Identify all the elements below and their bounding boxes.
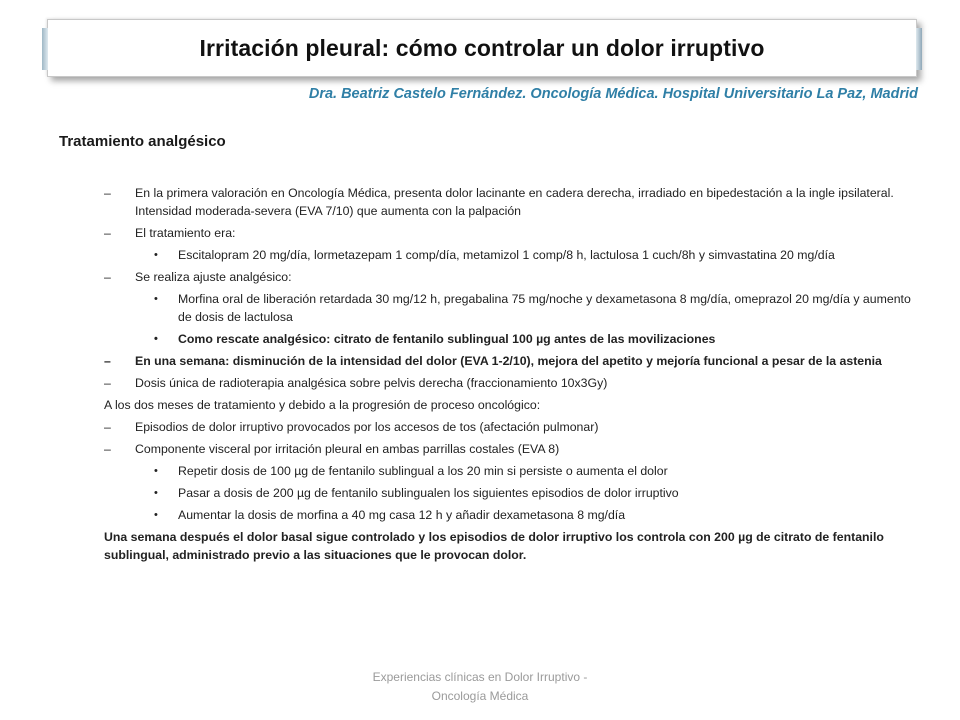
footer-line: Oncología Médica	[431, 689, 529, 703]
list-item	[104, 224, 919, 242]
list-item-text: Morfina oral de liberación retardada 30 mg/12 h, pregabalina 75 mg/noche y dexametasona 8 mg/día, omeprazol 20 mg/día y aumento de dosis de lactulosa	[178, 292, 911, 324]
list-item-text: Dosis única de radioterapia analgésica sobre pelvis derecha (fraccionamiento 10x3Gy)	[135, 376, 608, 390]
list-item-text: Aumentar la dosis de morfina a 40 mg casa 12 h y añadir dexametasona 8 mg/día	[178, 508, 626, 522]
list-item-text: En una semana: disminución de la intensidad del dolor (EVA 1-2/10), mejora del apetito y mejoría funcional a pesar de la astenia	[135, 354, 882, 368]
list-item-text: En la primera valoración en Oncología Médica, presenta dolor lacinante en cadera derecha, irradiado en bipedestación a la ingle ipsilateral. Intensidad moderada-severa (EVA 7/10) que aumenta con la palpación	[135, 186, 894, 218]
slide-footer	[330, 668, 630, 706]
list-item	[104, 374, 919, 392]
list-item-text: Pasar a dosis de 200 µg de fentanilo sublingualen los siguientes episodios de dolor irruptivo	[178, 486, 679, 500]
list-item-text: Escitalopram 20 mg/día, lormetazepam 1 comp/día, metamizol 1 comp/8 h, lactulosa 1 cuch/8h y simvastatina 20 mg/día	[178, 248, 835, 262]
list-subitem	[104, 484, 919, 502]
slide-title: Irritación pleural: cómo controlar un dolor irruptivo	[199, 34, 765, 61]
list-item-text: Repetir dosis de 100 µg de fentanilo sublingual a los 20 min si persiste o aumenta el dolor	[178, 464, 668, 478]
list-item-text: Como rescate analgésico: citrato de fentanilo sublingual 100 µg antes de las movilizaciones	[178, 332, 716, 346]
list-subitem	[104, 290, 919, 326]
list-item	[104, 268, 919, 286]
paragraph-text: A los dos meses de tratamiento y debido a la progresión de proceso oncológico:	[104, 398, 541, 412]
list-item-text: Componente visceral por irritación pleural en ambas parrillas costales (EVA 8)	[135, 442, 560, 456]
list-item	[104, 184, 919, 220]
list-item-text: Episodios de dolor irruptivo provocados por los accesos de tos (afectación pulmonar)	[135, 420, 599, 434]
list-subitem	[104, 246, 919, 264]
list-item	[104, 352, 919, 370]
section-heading: Tratamiento analgésico	[59, 133, 226, 150]
list-subitem	[104, 506, 919, 524]
list-item-text: El tratamiento era:	[135, 226, 236, 240]
list-subitem	[104, 330, 919, 348]
footer-line: Experiencias clínicas en Dolor Irruptivo -	[372, 670, 588, 684]
author-affiliation: Dra. Beatriz Castelo Fernández. Oncología Médica. Hospital Universitario La Paz, Madrid	[308, 86, 918, 102]
list-item-text: Se realiza ajuste analgésico:	[135, 270, 292, 284]
content-list	[104, 184, 919, 568]
list-item	[104, 418, 919, 436]
title-banner	[47, 19, 917, 77]
list-subitem	[104, 462, 919, 480]
paragraph-text: Una semana después el dolor basal sigue controlado y los episodios de dolor irruptivo los controla con 200 µg de citrato de fentanilo sublingual, administrado previo a las situaciones que le provocan dolor.	[104, 530, 884, 562]
list-item	[104, 440, 919, 458]
paragraph	[104, 396, 919, 414]
conclusion-paragraph	[104, 528, 919, 564]
